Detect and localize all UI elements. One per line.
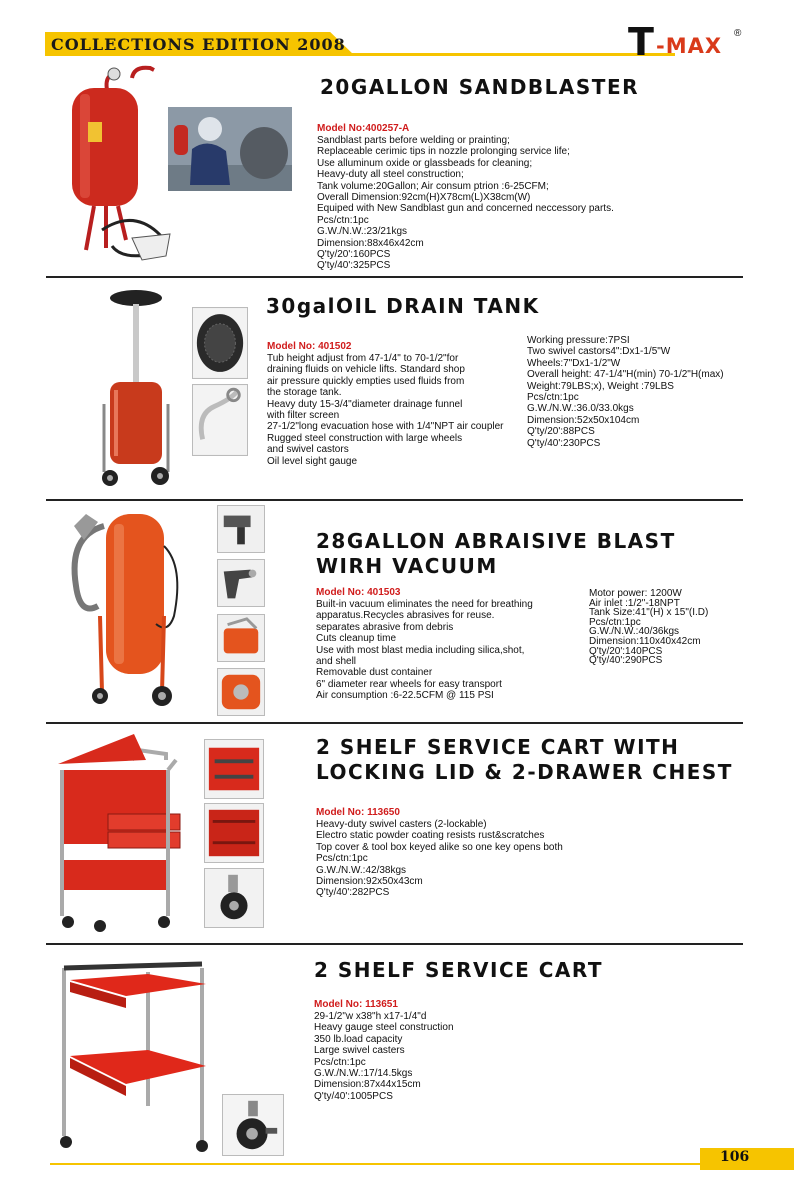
drain-hose-thumbnail [192, 384, 248, 456]
brand-logo [628, 20, 748, 64]
spec-line: Pcs/ctn:1pc [314, 1056, 366, 1068]
spec-line: Cuts cleanup time [316, 633, 397, 645]
spec-line: 350 lb.load capacity [314, 1033, 403, 1045]
page-number: 106 [720, 1149, 750, 1165]
product-2-title: 30galOIL DRAIN TANK [266, 294, 540, 318]
product-4-title-line1: 2 SHELF SERVICE CART WITH [316, 735, 680, 759]
cart-caster-thumbnail [204, 868, 264, 928]
spec-line: separates abrasive from debris [316, 621, 454, 633]
collection-banner [45, 32, 605, 58]
spec-line: Q'ty/20':88PCS [527, 426, 595, 438]
abrasive-blast-vacuum-image [64, 506, 188, 712]
spec-line: Tub height adjust from 47-1/4" to 70-1/2"for [267, 353, 459, 364]
oil-drain-tank-image [96, 286, 178, 490]
product-5-model: Model No: 113651 [314, 999, 398, 1010]
spec-line: Oil level sight gauge [267, 455, 358, 467]
tank-valve-thumbnail [217, 668, 265, 716]
spec-line: draining fluids on vehicle lifts. Standard shop [267, 364, 465, 376]
product-2-model: Model No: 401502 [267, 341, 352, 352]
spec-line: Heavy-duty swivel casters (2-lockable) [316, 819, 487, 830]
spec-line: Removable dust container [316, 667, 433, 679]
spec-line: Heavy duty 15-3/4"diameter drainage funnel [267, 398, 463, 410]
product-2-specs [267, 353, 504, 467]
spec-line: and shell [316, 656, 357, 668]
spec-line: Motor power: 1200W [589, 588, 682, 599]
spec-line: Q'ty/20':140PCS [589, 645, 663, 657]
product-4-specs [316, 819, 563, 899]
spec-line: the storage tank. [267, 387, 342, 399]
spec-line: air pressure quickly empties used fluids from [267, 375, 465, 387]
blast-gun-thumbnail [217, 559, 265, 607]
spec-line: Q'ty/40':230PCS [527, 437, 601, 449]
spec-line: Replaceable cerimic tips in nozzle prolonging service life; [317, 146, 570, 158]
spec-line: 27-1/2"long evacuation hose with 1/4"NPT air coupler [267, 421, 504, 433]
caster-wheel-thumbnail [222, 1094, 284, 1156]
spec-line: Air inlet :1/2"-18NPT [589, 597, 680, 609]
spec-line: Dimension:110x40x42cm [589, 635, 701, 647]
spec-line: Tank Size:41"(H) x 15"(I.D) [589, 607, 709, 619]
sandblaster-image [62, 60, 182, 268]
spec-line: Q'ty/40':1005PCS [314, 1090, 393, 1102]
spec-line: Q'ty/40':325PCS [317, 260, 391, 272]
spec-line: Use with most blast media including silica,shot, [316, 644, 525, 656]
spec-line: Built-in vacuum eliminates the need for breathing [316, 599, 533, 610]
spec-line: Wheels:7"Dx1-1/2"W [527, 357, 621, 369]
spec-line: Dimension:87x44x15cm [314, 1079, 421, 1091]
spec-line: Use alluminum oxide or glassbeads for cleaning; [317, 157, 533, 169]
cart-lid-thumbnail [204, 803, 264, 863]
banner-title: COLLECTIONS EDITION 2008 [51, 35, 346, 54]
spec-line: Large swivel casters [314, 1045, 405, 1057]
spec-line: Tank volume:20Gallon; Air consum ptrion :6-25CFM; [317, 180, 549, 192]
spec-line: Two swivel castors4":Dx1-1/5"W [527, 346, 671, 358]
spec-line: Q'ty/40':282PCS [316, 887, 390, 899]
section-divider [46, 276, 743, 278]
dust-container-thumbnail [217, 614, 265, 662]
spec-line: Overall height: 47-1/4"H(min) 70-1/2"H(max) [527, 369, 724, 381]
spec-line: Rugged steel construction with large wheels [267, 432, 463, 444]
product-4-title-line2: LOCKING LID & 2-DRAWER CHEST [316, 760, 733, 784]
product-5-specs [314, 1011, 454, 1102]
product-3-title-line1: 28GALLON ABRAISIVE BLAST [316, 529, 676, 553]
logo-t-letter: T [628, 20, 654, 64]
spec-line: G.W./N.W.:23/21kgs [317, 226, 408, 238]
section-divider [46, 499, 743, 501]
service-cart-image [56, 956, 216, 1154]
spec-line: Pcs/ctn:1pc [589, 616, 641, 628]
spec-line: Top cover & tool box keyed alike so one key opens both [316, 841, 563, 853]
spec-line: G.W./N.W.:36.0/33.0kgs [527, 403, 634, 415]
product-4-model: Model No: 113650 [316, 807, 400, 818]
sandblaster-inset-photo [168, 107, 292, 191]
section-divider [46, 722, 743, 724]
spec-line: Pcs/ctn:1pc [316, 853, 368, 865]
product-1-title: 20GALLON SANDBLASTER [320, 75, 640, 99]
product-2-specs-right [527, 335, 724, 449]
spec-line: G.W./N.W.:40/36kgs [589, 626, 680, 638]
product-3-model: Model No: 401503 [316, 587, 401, 598]
product-3-specs [316, 599, 533, 702]
spec-line: with filter screen [267, 410, 340, 422]
spec-line: 6" diameter rear wheels for easy transport [316, 678, 502, 690]
spec-line: Air consumption :6-22.5CFM @ 115 PSI [316, 690, 494, 702]
spec-line: Working pressure:7PSI [527, 335, 630, 346]
spec-line: apparatus.Recycles abrasives for reuse. [316, 610, 495, 622]
cart-drawer-thumbnail [204, 739, 264, 799]
spec-line: Overall Dimension:92cm(H)X78cm(L)X38cm(W) [317, 192, 531, 204]
banner-rule [345, 53, 675, 56]
spec-line: Dimension:52x50x104cm [527, 414, 640, 426]
spec-line: Pcs/ctn:1pc [527, 392, 579, 404]
blast-nozzle-thumbnail [217, 505, 265, 553]
spec-line: Q'ty/20':160PCS [317, 249, 391, 261]
spec-line: Weight:79LBS;x), Weight :79LBS [527, 380, 674, 392]
spec-line: G.W./N.W.:17/14.5kgs [314, 1068, 413, 1080]
logo-max-text: -MAX [656, 34, 723, 58]
service-cart-with-chest-image [46, 730, 188, 936]
footer-rule [50, 1163, 794, 1165]
spec-line: Heavy-duty all steel construction; [317, 169, 464, 181]
product-5-title: 2 SHELF SERVICE CART [314, 958, 604, 982]
product-1-model: Model No:400257-A [317, 123, 410, 134]
spec-line: G.W./N.W.:42/38kgs [316, 864, 407, 876]
spec-line: Pcs/ctn:1pc [317, 214, 369, 226]
spec-line: Electro static powder coating resists rust&scratches [316, 830, 545, 842]
product-1-specs [317, 135, 614, 272]
spec-line: Q'ty/40':290PCS [589, 655, 663, 667]
spec-line: Heavy gauge steel construction [314, 1022, 454, 1034]
product-3-title-line2: WIRH VACUUM [316, 554, 498, 578]
spec-line: and swivel castors [267, 444, 349, 456]
spec-line: Dimension:92x50x43cm [316, 876, 423, 888]
section-divider [46, 943, 743, 945]
logo-registered-mark: ® [734, 28, 742, 39]
product-3-specs-right [589, 589, 708, 666]
spec-line: Dimension:88x46x42cm [317, 237, 424, 249]
spec-line: Sandblast parts before welding or prainting; [317, 135, 510, 146]
drain-funnel-thumbnail [192, 307, 248, 379]
spec-line: Equiped with New Sandblast gun and concerned neccessory parts. [317, 203, 614, 215]
spec-line: 29-1/2"w x38"h x17-1/4"d [314, 1011, 427, 1022]
